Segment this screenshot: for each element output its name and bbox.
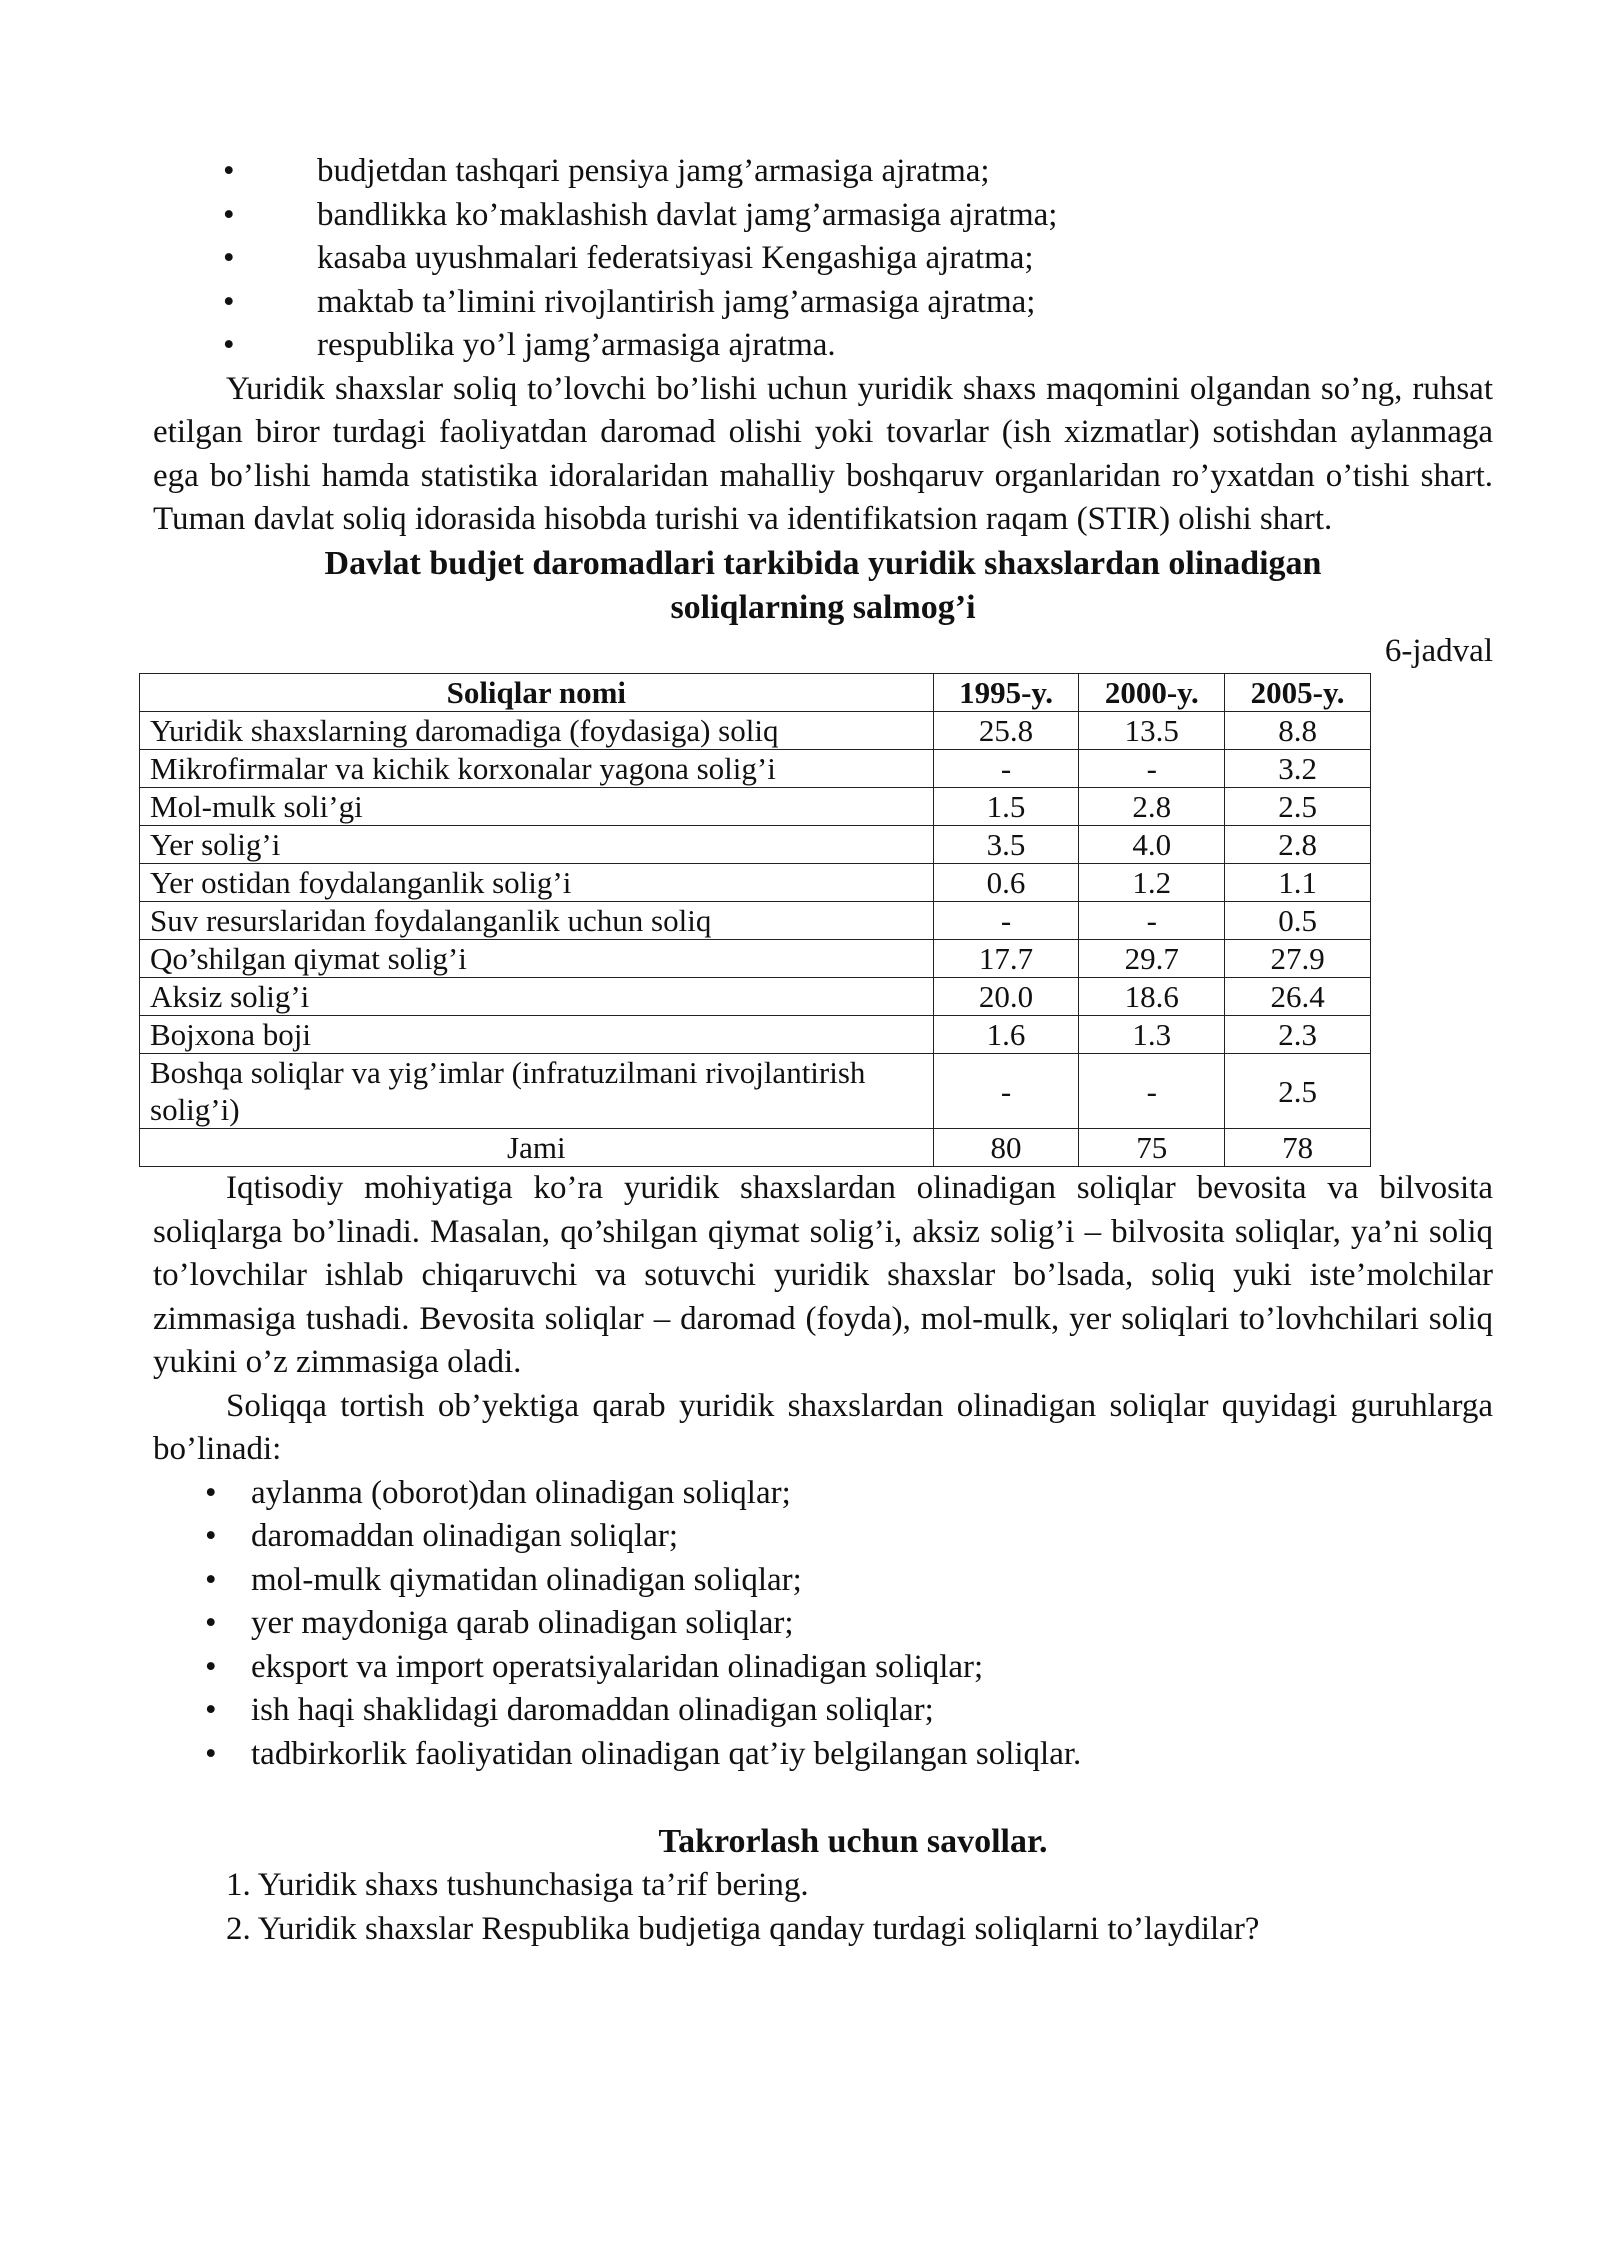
- column-header: 2000-y.: [1079, 674, 1225, 712]
- table-cell: 0.5: [1225, 902, 1371, 940]
- paragraph-groups: Soliqqa tortish ob’yektiga qarab yuridik shaxslardan olinadigan soliqlar quyidagi guruhlarga bo’linadi:: [153, 1387, 1493, 1467]
- bullet-icon: •: [223, 327, 235, 363]
- list-item: • tadbirkorlik faoliyatidan olinadigan qat’iy belgilangan soliqlar.: [153, 1733, 1493, 1777]
- table-cell: -: [1079, 902, 1225, 940]
- paragraph-direct-indirect: Iqtisodiy mohiyatiga ko’ra yuridik shaxslardan olinadigan soliqlar bevosita va bilvosita soliqlarga bo’linadi. Masalan, qo’shilgan qiymat solig’i, aksiz solig’i – bilvosita soliqlar, ya’ni soliq to’lovchilar ishlab chiqaruvchi va sotuvchi yuridik shaxslar bo’lsada, soliq yuki iste’molchilar zimmasiga tushadi. Bevosita soliqlar – daromad (foyda), mol-mulk, yer soliqlari to’lovhchilari soliq yukini o’z zimmasiga oladi.: [153, 1170, 1493, 1380]
- table-cell: 20.0: [933, 978, 1079, 1016]
- table-cell: 29.7: [1079, 940, 1225, 978]
- table-row: [140, 788, 1371, 826]
- list-item: • aylanma (oborot)dan olinadigan soliqlar;: [153, 1472, 1493, 1516]
- list-item: • eksport va import operatsiyalaridan olinadigan soliqlar;: [153, 1646, 1493, 1690]
- table-cell: 75: [1079, 1129, 1225, 1167]
- table-cell: 2.3: [1225, 1016, 1371, 1054]
- table-cell: Aksiz solig’i: [140, 978, 934, 1016]
- table-cell: 17.7: [933, 940, 1079, 978]
- bullet-icon: •: [223, 283, 235, 320]
- table-cell: Yuridik shaxslarning daromadiga (foydasiga) soliq: [140, 712, 934, 750]
- table-cell: Yer ostidan foydalanganlik solig’i: [140, 864, 934, 902]
- table-cell: 2.8: [1225, 826, 1371, 864]
- list-item: • bandlikka ko’maklashish davlat jamg’armasiga ajratma;: [153, 194, 1493, 238]
- contributions-list: [153, 150, 1493, 368]
- table-row: [140, 1054, 1371, 1129]
- table-cell: 18.6: [1079, 978, 1225, 1016]
- list-item: • budjetdan tashqari pensiya jamg’armasiga ajratma;: [153, 150, 1493, 194]
- bullet-icon: •: [205, 1648, 217, 1685]
- table-row: [140, 826, 1371, 864]
- table-cell: 2.8: [1079, 788, 1225, 826]
- table-cell: -: [1079, 750, 1225, 788]
- table-cell: -: [1079, 1054, 1225, 1129]
- list-item: • ish haqi shaklidagi daromaddan olinadigan soliqlar;: [153, 1689, 1493, 1733]
- table-cell: 2.5: [1225, 788, 1371, 826]
- table-cell: 78: [1225, 1129, 1371, 1167]
- table-cell: 1.6: [933, 1016, 1079, 1054]
- questions-title: Takrorlash uchun savollar.: [658, 1823, 1048, 1860]
- table-row: [140, 864, 1371, 902]
- list-item: • daromaddan olinadigan soliqlar;: [153, 1515, 1493, 1559]
- table-cell: 8.8: [1225, 712, 1371, 750]
- table-cell: 1.5: [933, 788, 1079, 826]
- table-cell: Suv resurslaridan foydalanganlik uchun soliq: [140, 902, 934, 940]
- list-item: • maktab ta’limini rivojlantirish jamg’armasiga ajratma;: [153, 281, 1493, 325]
- table-row: [140, 940, 1371, 978]
- table-total-row: [140, 1129, 1371, 1167]
- table-row: [140, 902, 1371, 940]
- table-cell: 3.2: [1225, 750, 1371, 788]
- table-title: Davlat budjet daromadlari tarkibida yuridik shaxslardan olinadigan soliqlarning salmog’i: [324, 544, 1322, 626]
- table-cell: Bojxona boji: [140, 1016, 934, 1054]
- list-item: • kasaba uyushmalari federatsiyasi Kengashiga ajratma;: [153, 237, 1493, 281]
- table-cell: Jami: [140, 1129, 934, 1167]
- questions-list: [153, 1864, 1493, 1951]
- bullet-icon: •: [205, 1605, 217, 1641]
- bullet-icon: •: [223, 240, 235, 276]
- table-row: [140, 978, 1371, 1016]
- bullet-icon: •: [223, 153, 235, 189]
- bullet-icon: •: [205, 1474, 217, 1511]
- table-cell: 25.8: [933, 712, 1079, 750]
- table-number: 6-jadval: [1384, 632, 1493, 669]
- document-content: [150, 150, 1493, 1951]
- bullet-icon: •: [205, 1692, 217, 1728]
- bullet-icon: •: [205, 1561, 217, 1598]
- table-cell: 3.5: [933, 826, 1079, 864]
- table-row: [140, 750, 1371, 788]
- table-row: [140, 712, 1371, 750]
- table-cell: -: [933, 1054, 1079, 1129]
- question-item: 1. Yuridik shaxs tushunchasiga ta’rif bering.: [226, 1867, 809, 1903]
- paragraph-requirements: Yuridik shaxslar soliq to’lovchi bo’lishi uchun yuridik shaxs maqomini olgandan so’ng, ruhsat etilgan biror turdagi faoliyatdan daromad olishi yoki tovarlar (ish xizmatlar) sotishdan aylanmaga ega bo’lishi hamda statistika idoralaridan mahalliy boshqaruv organlaridan ro’yxatdan o’tishi shart. Tuman davlat soliq idorasida hisobda turishi va identifikatsion raqam (STIR) olishi shart.: [153, 370, 1493, 537]
- table-cell: 1.2: [1079, 864, 1225, 902]
- column-header: Soliqlar nomi: [140, 674, 934, 712]
- table-cell: Mol-mulk soli’gi: [140, 788, 934, 826]
- list-item: • respublika yo’l jamg’armasiga ajratma.: [153, 324, 1493, 368]
- question-item: 2. Yuridik shaxslar Respublika budjetiga qanday turdagi soliqlarni to’laydilar?: [226, 1910, 1260, 1947]
- table-cell: -: [933, 750, 1079, 788]
- table-cell: 2.5: [1225, 1054, 1371, 1129]
- bullet-icon: •: [223, 196, 235, 233]
- table-cell: Mikrofirmalar va kichik korxonalar yagona solig’i: [140, 750, 934, 788]
- table-header-row: [140, 674, 1371, 712]
- table-cell: -: [933, 902, 1079, 940]
- table-cell: Yer solig’i: [140, 826, 934, 864]
- bullet-icon: •: [205, 1735, 217, 1772]
- bullet-icon: •: [205, 1518, 217, 1554]
- table-cell: 26.4: [1225, 978, 1371, 1016]
- tax-groups-list: [153, 1472, 1493, 1777]
- table-cell: 4.0: [1079, 826, 1225, 864]
- column-header: 1995-y.: [933, 674, 1079, 712]
- table-cell: 0.6: [933, 864, 1079, 902]
- tax-share-table: [139, 673, 1371, 1167]
- table-cell: 27.9: [1225, 940, 1371, 978]
- table-cell: Qo’shilgan qiymat solig’i: [140, 940, 934, 978]
- table-cell: 13.5: [1079, 712, 1225, 750]
- table-row: [140, 1016, 1371, 1054]
- list-item: • mol-mulk qiymatidan olinadigan soliqlar;: [153, 1559, 1493, 1603]
- table-cell: 1.1: [1225, 864, 1371, 902]
- column-header: 2005-y.: [1225, 674, 1371, 712]
- table-cell: 1.3: [1079, 1016, 1225, 1054]
- list-item: • yer maydoniga qarab olinadigan soliqlar;: [153, 1602, 1493, 1646]
- table-cell: 80: [933, 1129, 1079, 1167]
- table-cell: Boshqa soliqlar va yig’imlar (infratuzilmani rivojlantirish solig’i): [140, 1054, 934, 1129]
